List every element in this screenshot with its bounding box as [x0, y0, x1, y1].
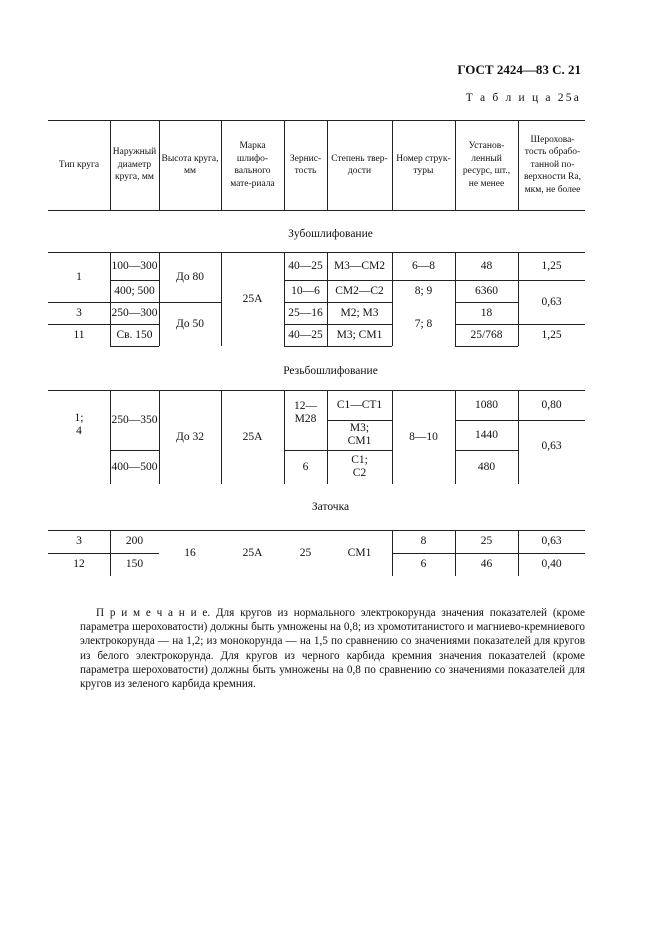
col-header-resource: Установ-ленный ресурс, шт., не менее: [462, 141, 511, 189]
cell-roughness: 0,80: [541, 398, 562, 411]
cell-type: 3: [76, 306, 82, 319]
cell-structure: 6—8: [412, 259, 435, 272]
cell-diameter: 150: [125, 558, 144, 570]
table-name: Т а б л и ц а 25а: [465, 92, 581, 104]
cell-diameter: 250—300: [111, 306, 158, 319]
table-note: [80, 606, 585, 691]
cell-roughness: 0,40: [541, 558, 562, 570]
note-label: П р и м е ч а н и е.: [96, 607, 211, 619]
cell-structure: 8—10: [409, 430, 438, 443]
col-header-material: Марка шлифо-вального мате-риала: [230, 141, 275, 189]
cell-grit: 25: [299, 546, 312, 559]
cell-resource: 25/768: [470, 328, 503, 341]
cell-type: 1: [76, 270, 82, 283]
cell-type: 1; 4: [74, 412, 84, 437]
cell-structure: 8: [420, 535, 427, 547]
cell-hardness: М3; СМ1: [336, 328, 383, 341]
cell-structure: 7; 8: [414, 317, 433, 330]
col-header-grit: Зернис-тость: [289, 153, 322, 176]
cell-height: До 80: [176, 270, 204, 283]
cell-type: 12: [73, 558, 85, 570]
cell-resource: 25: [480, 535, 493, 547]
cell-resource: 1080: [475, 398, 498, 411]
cell-grit: 6: [302, 460, 309, 473]
cell-diameter: 400—500: [111, 460, 158, 473]
note-text: Для кругов из нормального электрокорунда значения показателей (кроме параметра шероховатости) должны быть умножены на 0,8; из хромотитанистого и магниево-кремниевого электрокорунда — на 1,2; из монокорунда — на 1,5 по сравнению со значениями показателей для кругов из белого электрокорунда. Для кругов из черного карбида кремния значения показателей (кроме параметра шероховатости) должны быть умножены на 0,8 по сравнению со значениями показателей для кругов из зеленого карбида кремния.: [80, 607, 586, 691]
cell-grit: 40—25: [288, 328, 323, 341]
cell-resource: 18: [480, 306, 493, 319]
cell-grit: 12—М28: [294, 400, 317, 425]
col-header-outer-diameter: Наружный диаметр круга, мм: [112, 147, 157, 183]
cell-grit: 10—6: [291, 284, 320, 297]
cell-grit: 40—25: [288, 259, 323, 272]
col-header-roughness: Шерохова-тость обрабо-танной по-верхности Ra, мкм, не более: [524, 134, 581, 195]
cell-diameter: Св. 150: [116, 328, 153, 341]
header-bottom-rule: [48, 210, 585, 211]
cell-diameter: 250—350: [111, 413, 158, 426]
cell-structure: 8; 9: [414, 284, 433, 297]
cell-height: До 50: [176, 317, 204, 330]
col-header-structure: Номер струк-туры: [396, 153, 451, 176]
cell-hardness: М2; М3: [340, 306, 379, 319]
cell-diameter: 200: [125, 535, 144, 547]
cell-roughness: 1,25: [541, 328, 562, 341]
cell-roughness: 1,25: [541, 259, 562, 272]
section-title-sharpening: Заточка: [311, 501, 350, 513]
cell-hardness: М3—СМ2: [333, 259, 386, 272]
cell-structure: 6: [420, 558, 427, 570]
cell-height: 16: [184, 546, 196, 559]
cell-roughness: 0,63: [541, 535, 562, 547]
section-title-thread-grinding: Резьбошлифование: [283, 365, 378, 377]
cell-material: 25А: [242, 546, 263, 559]
cell-hardness: СМ1: [347, 546, 372, 559]
col-header-type: Тип круга: [58, 159, 100, 170]
cell-height: До 32: [176, 430, 204, 443]
cell-hardness: С1; С2: [351, 454, 368, 479]
cell-roughness: 0,63: [541, 439, 562, 452]
cell-grit: 25—16: [288, 306, 323, 319]
col-header-hardness: Степень твер-дости: [331, 153, 388, 176]
cell-resource: 6360: [475, 284, 498, 297]
cell-hardness: СМ2—С2: [335, 284, 384, 297]
cell-material: 25А: [242, 292, 263, 305]
cell-material: 25А: [242, 430, 263, 443]
cell-hardness: М3; СМ1: [347, 422, 372, 447]
cell-roughness: 0,63: [541, 295, 562, 308]
cell-resource: 1440: [475, 428, 498, 441]
cell-type: 11: [73, 328, 85, 341]
page-header: ГОСТ 2424—83 С. 21: [457, 62, 581, 77]
cell-resource: 48: [480, 259, 493, 272]
cell-diameter: 100—300: [111, 259, 158, 272]
cell-resource: 480: [477, 460, 496, 473]
cell-diameter: 400; 500: [114, 284, 155, 297]
cell-resource: 46: [480, 558, 493, 570]
col-header-height: Высота круга, мм: [161, 153, 219, 176]
cell-type: 3: [76, 535, 82, 547]
cell-hardness: С1—СТ1: [336, 398, 383, 411]
section-title-gear-grinding: Зубошлифование: [288, 228, 373, 240]
